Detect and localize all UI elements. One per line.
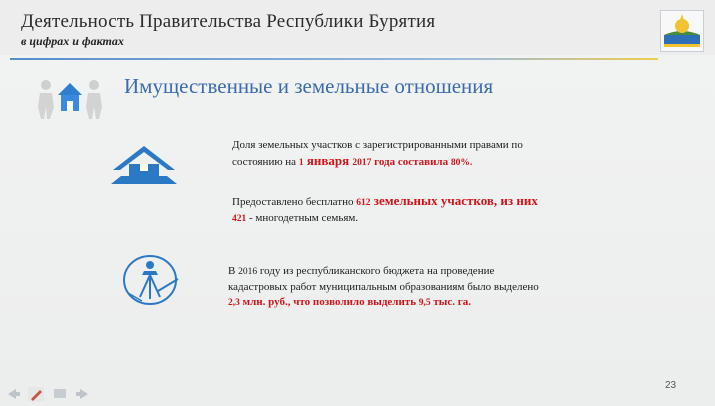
header-divider: [10, 58, 658, 60]
next-arrow-icon[interactable]: [74, 387, 90, 401]
highlight-number: 2017: [352, 158, 372, 168]
section-title: Имущественные и земельные отношения: [124, 74, 494, 98]
screen-icon[interactable]: [52, 387, 68, 401]
slide-title: Деятельность Правительства Республики Бурятия: [21, 11, 436, 32]
highlight-text: млн. руб., что позволило выделить: [239, 296, 419, 308]
highlight-number: 421: [232, 214, 247, 224]
fact-text: состоянию на: [232, 156, 299, 168]
house-icon: [107, 144, 181, 186]
fact-land-share: [232, 138, 612, 171]
highlight-number: 9,5: [418, 298, 431, 308]
fact-text: - многодетным семьям.: [246, 212, 359, 224]
fact-text: В: [228, 265, 239, 277]
year-number: 2016: [238, 267, 258, 277]
highlight-number: 1: [298, 158, 304, 168]
slide-header: [0, 0, 715, 55]
highlight-text: земельных участков, из них: [370, 193, 538, 208]
slide-subtitle: в цифрах и фактах: [21, 34, 124, 48]
highlight-text: года составила: [371, 156, 451, 168]
pointer-arrow-icon[interactable]: [6, 387, 22, 401]
people-house-icon: [34, 73, 106, 121]
highlight-number: 2,3: [228, 298, 240, 308]
fact-text: Предоставлено бесплатно: [232, 196, 357, 208]
emblem-icon: [660, 10, 704, 52]
fact-text: году из республиканского бюджета на проведение: [257, 265, 495, 277]
pen-icon[interactable]: [28, 387, 44, 401]
page-number: 23: [665, 380, 677, 391]
fact-line: кадастровых работ муниципальным образованиям было выделено: [228, 281, 539, 293]
slideshow-toolbar: [0, 386, 110, 402]
fact-free-plots: [232, 193, 622, 227]
highlight-number: 612: [356, 198, 371, 208]
fact-cadastral-budget: [228, 264, 628, 311]
fact-line: Доля земельных участков с зарегистрированными правами по: [232, 139, 523, 151]
highlight-number: 80%.: [450, 158, 473, 168]
highlight-text: января: [303, 153, 353, 168]
highlight-text: тыс. га.: [430, 296, 472, 308]
surveyor-icon: [120, 253, 184, 307]
